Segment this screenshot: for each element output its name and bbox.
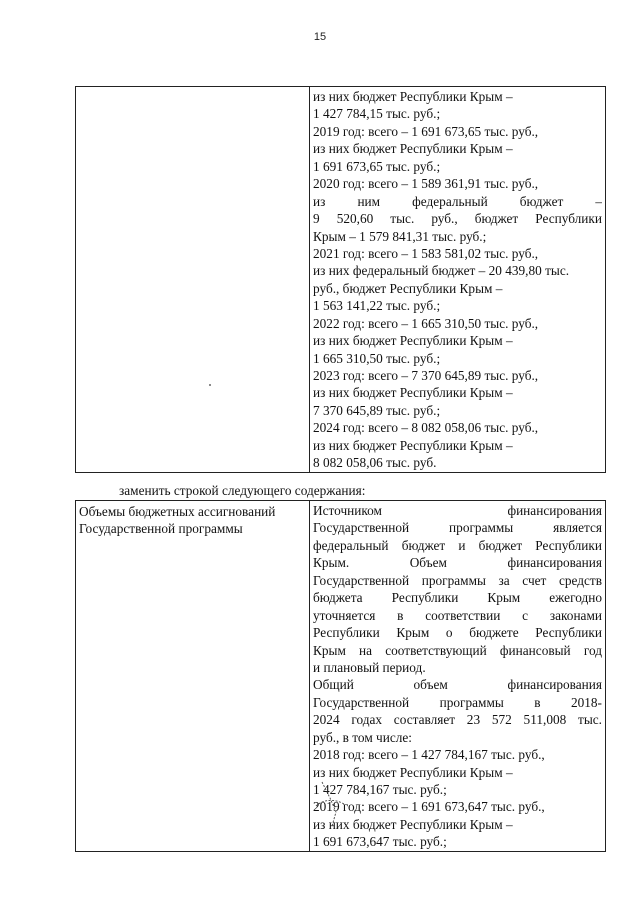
text-line: Источником финансирования (313, 503, 602, 518)
text-lines (313, 88, 602, 472)
text-line: 2019 год: всего – 1 691 673,65 тыс. руб., (313, 123, 539, 139)
table-cell-financing-old (310, 87, 606, 473)
text-line: из них бюджет Республики Крым – (313, 385, 513, 401)
text-line: из них бюджет Республики Крым – (313, 141, 513, 157)
text-line: 1 563 141,22 тыс. руб.; (313, 298, 441, 314)
text-line: Общий объем финансирования (313, 677, 602, 693)
text-line: Государственной программы за счет средств (313, 572, 602, 588)
text-line: бюджета Республики Крым ежегодно (313, 590, 602, 606)
text-line: 2021 год: всего – 1 583 581,02 тыс. руб., (313, 245, 539, 261)
text-line: из них бюджет Республики Крым – (313, 764, 513, 780)
text-line: Республики Крым о бюджете Республики (313, 625, 602, 641)
text-line: 2024 годах составляет 23 572 511,008 тыс. (313, 712, 602, 728)
table-cell-label: Объемы бюджетных ассигнований Государственной программы (76, 501, 310, 852)
page-number: 15 (313, 31, 327, 43)
table-row (76, 501, 606, 852)
text-line: 2022 год: всего – 1 665 310,50 тыс. руб., (313, 315, 539, 331)
text-line: руб., в том числе: (313, 729, 412, 745)
text-line: из них федеральный бюджет – 20 439,80 тыс. (313, 263, 570, 279)
table-cell-financing-new (310, 501, 606, 852)
text-line: Крым на соответствующий финансовый год (313, 642, 602, 658)
text-line: 8 082 058,06 тыс. руб. (313, 455, 437, 471)
financing-table-old (75, 86, 606, 473)
scan-speck (209, 384, 211, 386)
text-line: из них бюджет Республики Крым – (313, 89, 513, 104)
text-line: Крым – 1 579 841,31 тыс. руб.; (313, 228, 487, 244)
text-line: 1 691 673,65 тыс. руб.; (313, 158, 441, 174)
text-lines (313, 502, 602, 851)
text-line: Крым. Объем финансирования (313, 555, 602, 571)
text-line: руб., бюджет Республики Крым – (313, 280, 503, 296)
text-line: из них бюджет Республики Крым – (313, 333, 513, 349)
financing-table-new (75, 500, 606, 852)
text-line: из них бюджет Республики Крым – (313, 437, 513, 453)
text-line: Государственной программы является (313, 520, 602, 536)
text-line: из них бюджет Республики Крым – (313, 816, 513, 832)
text-line: 1 427 784,15 тыс. руб.; (313, 106, 441, 122)
text-line: 9 520,60 тыс. руб., бюджет Республики (313, 211, 602, 227)
text-line: 1 665 310,50 тыс. руб.; (313, 350, 441, 366)
text-line: 2019 год: всего – 1 691 673,647 тыс. руб., (313, 799, 545, 815)
text-line: 2023 год: всего – 7 370 645,89 тыс. руб., (313, 368, 539, 383)
text-line: Государственной программы в 2018- (313, 694, 602, 710)
text-line: 1 691 673,647 тыс. руб.; (313, 834, 447, 850)
table-cell-empty (76, 87, 310, 473)
text-line: 2018 год: всего – 1 427 784,167 тыс. руб., (313, 747, 545, 763)
text-line: федеральный бюджет и бюджет Республики (313, 537, 602, 553)
text-line: уточняется в соответствии с законами (313, 607, 602, 623)
text-line: из ним федеральный бюджет – (313, 193, 602, 209)
table-row (76, 87, 606, 473)
text-line: 1 427 784,167 тыс. руб.; (313, 782, 447, 797)
text-line: 2024 год: всего – 8 082 058,06 тыс. руб., (313, 420, 539, 436)
text-line: 2020 год: всего – 1 589 361,91 тыс. руб., (313, 176, 539, 192)
replacement-intro: заменить строкой следующего содержания: (119, 483, 366, 498)
text-line: и плановый период. (313, 659, 426, 675)
text-line: 7 370 645,89 тыс. руб.; (313, 402, 441, 418)
